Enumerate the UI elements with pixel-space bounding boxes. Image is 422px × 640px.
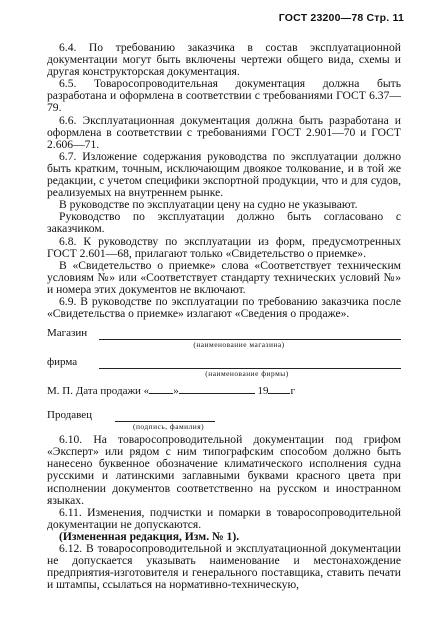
sale-day-line (149, 384, 173, 394)
paragraph-approval-note: Руководство по эксплуатации должно быть согласовано с заказчиком. (47, 210, 401, 236)
sale-month-line (179, 384, 255, 394)
paragraph-6-7: 6.7. Изложение содержания руководства по эксплуатации должно быть кратким, точным, исключающим двоякое толкование, и в той же редакции, с учетом специфики экспортной продукции, что и для судов, реализуемых на внутреннем рынке. (47, 149, 401, 200)
paragraph-6-10: 6.10. На товаросопроводительной документации под грифом «Эксперт» или рядом с ним типографским способом должно быть нанесено буквенное обозначение климатического исполнения судна русскими и латинскими заглавными буквами красного цвета при исполнении документов соответственно на русском и иностранном языках. (47, 433, 401, 507)
paragraph-6-8: 6.8. К руководству по эксплуатации из форм, предусмотренных ГОСТ 2.601—68, прилагают только «Свидетельство о приемке». (47, 234, 401, 260)
shop-line (99, 339, 401, 340)
firm-row (47, 353, 401, 370)
shop-row (47, 324, 401, 341)
sale-year-line (268, 384, 290, 394)
firm-caption: (наименование фирмы) (205, 369, 289, 379)
sale-date-label: М. П. Дата продажи « (47, 385, 150, 398)
seller-caption: (подпись, фамилия) (133, 422, 205, 432)
paragraph-6-6: 6.6. Эксплуатационная документация должна быть разработана и оформлена в соответствии с требованиями ГОСТ 2.901—70 и ГОСТ 2.606—71. (47, 113, 401, 151)
sale-quote-close: » (173, 385, 179, 398)
amendment-note: (Измененная редакция, Изм. № 1). (59, 529, 240, 543)
paragraph-6-9: 6.9. В руководстве по эксплуатации по требованию заказчика после «Свидетельства о приемке» излагают «Сведения о продаже». (47, 294, 401, 321)
page-header: ГОСТ 23200—78 Стр. 11 (278, 12, 404, 24)
firm-label: фирма (47, 356, 78, 369)
document-body (47, 42, 401, 591)
paragraph-6-11: 6.11. Изменения, подчистки и помарки в товаросопроводительной документации не допускаются. (47, 505, 401, 531)
sale-date-row (47, 384, 401, 402)
seller-line (115, 421, 215, 422)
sale-info-form (47, 324, 401, 431)
firm-line (99, 368, 401, 369)
seller-row (47, 406, 401, 423)
paragraph-price-note: В руководстве по эксплуатации цену на судно не указывают. (59, 198, 358, 212)
sale-year-prefix: 19 (257, 385, 269, 398)
paragraph-6-4: 6.4. По требованию заказчика в состав эксплуатационной документации могут быть включены чертежи общего вида, схемы и другая конструкторская документация. (47, 41, 401, 79)
sale-year-suffix: г (290, 385, 295, 398)
shop-label: Магазин (47, 327, 88, 340)
paragraph-certificate-note: В «Свидетельство о приемке» слова «Соответствует техническим условиям №» или «Соответствует стандарту технических условий №» и номера этих документов не включают. (47, 258, 401, 296)
shop-caption: (наименование магазина) (193, 340, 285, 350)
seller-label: Продавец (47, 409, 93, 422)
paragraph-6-5: 6.5. Товаросопроводительная документация должна быть разработана и оформлена в соответствии с требованиями ГОСТ 6.37—79. (47, 77, 401, 115)
paragraph-6-12: 6.12. В товаросопроводительной и эксплуатационной документации не допускается указывать наименование и местонахождение предприятия-изготовителя и генерального поставщика, ставить печати и штампы, ссылаться на нормативно-техническую, (47, 542, 401, 592)
